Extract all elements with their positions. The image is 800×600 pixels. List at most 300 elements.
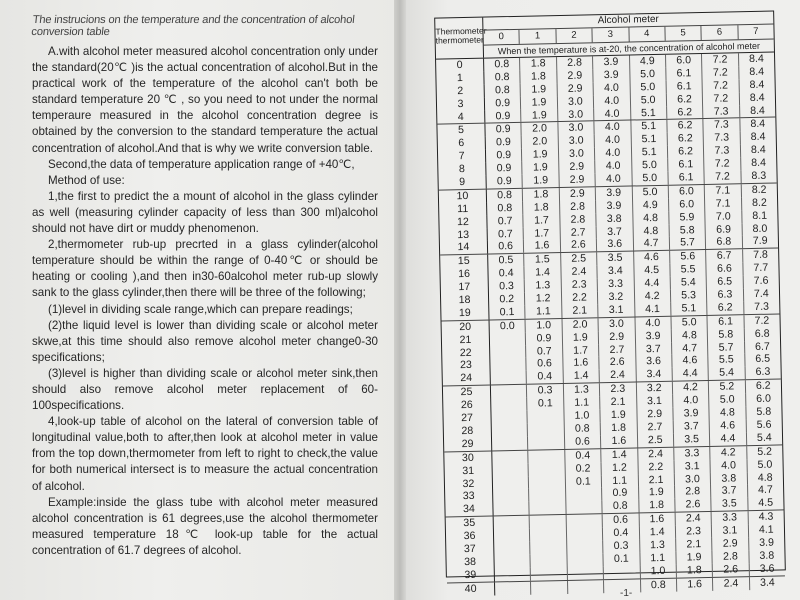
- value-cell: 0.4: [603, 526, 640, 540]
- temperature-cell: 13: [440, 228, 488, 242]
- value-cell: 3.7: [597, 225, 634, 239]
- temperature-cell: 7: [438, 150, 486, 164]
- temperature-cell: 27: [443, 412, 491, 426]
- table-note: When the temperature is at-20, the concentration of alcohol meter: [484, 39, 774, 59]
- value-cell: 4.7: [757, 484, 773, 497]
- value-cell: 7.3: [754, 300, 770, 313]
- value-cell: 1.6: [563, 357, 600, 371]
- temperature-cell: 34: [445, 503, 493, 517]
- value-cell: 8.3: [751, 169, 767, 183]
- column-number: 2: [556, 28, 593, 43]
- temperature-cell: 10: [439, 189, 487, 203]
- value-cell: 4.1: [758, 523, 774, 536]
- value-cell: 3.5: [712, 497, 749, 511]
- temperature-cell: 2: [437, 84, 485, 98]
- value-cell: 3.9: [593, 68, 630, 82]
- temperature-cell: 35: [446, 517, 494, 531]
- temperature-cell: 17: [441, 281, 489, 295]
- value-cell: 5.8: [756, 405, 772, 419]
- value-cell: 8.4: [750, 143, 766, 157]
- value-cell: [530, 515, 567, 529]
- value-cell: 3.0: [558, 122, 595, 136]
- value-cell: 2.7: [599, 343, 636, 357]
- value-cell: 3.0: [599, 317, 636, 331]
- value-cell: [531, 581, 568, 595]
- value-cell: 2.1: [600, 396, 637, 410]
- value-cell: 0.9: [486, 136, 523, 150]
- value-cell: 4.0: [595, 121, 632, 135]
- example-paragraph: Example:inside the glass tube with alcohol meter measured alcohol concentration is 61 degrees,use the alcohol thermometer measured temperature 18℃ look-up table for the actual concentration of 61.7 degrees of alcohol.: [32, 495, 378, 557]
- value-cell: 0.9: [485, 96, 522, 110]
- value-cell: 2.9: [559, 160, 596, 174]
- step-2-paragraph: 2,thermometer rub-up precrted in a glass cylinder(alcohol temperature should be within the range of 0-40℃ or should be heating or cooling ),and then in30-60alcohol meter rub-up slowly sank to the glass cylinder,then there will be three of the following;: [32, 238, 378, 300]
- value-cell: 1.3: [564, 383, 601, 397]
- value-cell: 5.1: [631, 106, 668, 120]
- value-cell: 4.2: [673, 381, 710, 395]
- value-cell: 3.4: [598, 265, 635, 279]
- temperature-cell: 24: [443, 372, 491, 386]
- value-cell: 0.0: [490, 320, 527, 334]
- temperature-cell: 18: [441, 294, 489, 308]
- value-cell: 1.4: [639, 526, 676, 540]
- value-cell: 7.6: [753, 274, 769, 288]
- value-cell: 4.8: [757, 471, 773, 484]
- value-cell: 4.8: [633, 211, 670, 225]
- value-cell: 3.0: [558, 108, 595, 122]
- value-cell: 1.8: [639, 499, 676, 513]
- value-cell: [494, 529, 531, 543]
- temperature-cell: 21: [442, 333, 490, 347]
- temperature-cell: 0: [436, 59, 484, 73]
- thermometer-header: Thermometer thermometer: [435, 18, 484, 59]
- value-cell: 2.9: [712, 537, 749, 551]
- value-cell: 3.9: [596, 186, 633, 200]
- value-cell: 1.1: [640, 552, 677, 566]
- value-cell: 5.0: [630, 68, 667, 82]
- column-number: 3: [593, 28, 630, 43]
- value-cell: 5.7: [708, 341, 745, 355]
- value-cell: 5.1: [631, 146, 668, 160]
- value-cell: 4.2: [634, 290, 671, 304]
- temperature-cell: 22: [442, 346, 490, 360]
- value-cell: 1.3: [525, 279, 562, 293]
- value-cell: 5.6: [670, 250, 707, 264]
- value-cell: 3.3: [712, 511, 749, 525]
- value-cell: 4.0: [595, 160, 632, 174]
- value-cell: 7.1: [705, 197, 742, 211]
- value-cell: [491, 385, 528, 399]
- value-cell: 2.7: [560, 226, 597, 240]
- value-cell: 1.9: [601, 409, 638, 423]
- value-cell: 2.2: [638, 460, 675, 474]
- value-cell: 1.1: [526, 305, 563, 319]
- value-cell: 4.0: [635, 317, 672, 331]
- value-cell: [492, 450, 529, 464]
- column-number: 0: [483, 30, 520, 45]
- value-cell: 7.3: [704, 132, 741, 146]
- value-cell: 3.1: [674, 460, 711, 474]
- value-cell: 8.4: [751, 156, 767, 170]
- value-cell: [494, 555, 531, 569]
- value-cell: 5.0: [632, 159, 669, 173]
- value-cell: 3.8: [759, 549, 775, 562]
- conversion-table: [434, 11, 786, 595]
- value-cell: [566, 514, 603, 528]
- value-cell: 7.2: [703, 92, 740, 106]
- value-cell: 0.9: [526, 332, 563, 346]
- value-cell: 1.8: [523, 201, 560, 215]
- value-cell: 0.4: [488, 267, 525, 281]
- value-cell: 5.1: [671, 302, 708, 316]
- value-cell: 3.4: [636, 368, 673, 382]
- value-cell: [491, 398, 528, 412]
- value-cell: 5.0: [630, 81, 667, 95]
- value-cell: 6.0: [666, 54, 703, 68]
- value-cell: 2.7: [637, 421, 674, 435]
- value-cell: 4.0: [595, 147, 632, 161]
- method-heading: Method of use:: [48, 173, 125, 187]
- value-cell: [531, 541, 568, 555]
- value-cell: 7.2: [705, 170, 742, 184]
- value-cell: 4.6: [710, 419, 747, 433]
- value-cell: 1.9: [676, 551, 713, 565]
- value-cell: 3.1: [637, 395, 674, 409]
- value-cell: [566, 488, 603, 502]
- value-cell: 2.3: [561, 278, 598, 292]
- value-cell: 7.2: [703, 79, 740, 93]
- value-cell: 4.8: [672, 329, 709, 343]
- value-cell: 8.4: [750, 131, 766, 144]
- value-cell: 6.2: [668, 145, 705, 159]
- value-cell: [529, 488, 566, 502]
- value-cell: [528, 436, 565, 450]
- intro-paragraph: A.with alcohol meter measured alcohol concentration only under the standard(20℃ )is the actual concentration of alcohol.But in the practical work of the temperature of the alcohol can't both be standard temperature 20 ℃ , so you need to not under the normal temperaure measured in the alcohol concentration degree is obtained by the conversion to the standard temperature the actual concentration of alcohol.And that is why we write conversion table.: [32, 45, 378, 155]
- value-cell: 0.3: [527, 384, 564, 398]
- value-cell: 1.6: [677, 578, 714, 592]
- temperature-cell: 4: [437, 110, 485, 124]
- value-cell: 6.5: [755, 353, 771, 366]
- value-cell: [529, 475, 566, 489]
- value-cell: 6.7: [706, 250, 743, 264]
- value-cell: 3.5: [597, 252, 634, 266]
- value-cell: 7.3: [704, 119, 741, 133]
- temperature-cell: 23: [442, 359, 490, 373]
- temperature-cell: 20: [442, 320, 490, 334]
- value-cell: 6.8: [754, 327, 770, 340]
- value-cell: 5.5: [670, 263, 707, 277]
- value-cell: 1.8: [520, 57, 557, 71]
- value-cell: [493, 489, 530, 503]
- value-cell: [567, 553, 604, 567]
- value-cell: 4.7: [633, 237, 670, 251]
- temperature-cell: 31: [445, 464, 493, 478]
- value-cell: 8.1: [752, 209, 768, 222]
- temperature-cell: 6: [438, 137, 486, 151]
- value-cell: 0.8: [564, 422, 601, 436]
- alcohol-meter-header: Alcohol meter: [597, 13, 659, 27]
- value-cell: [528, 410, 565, 424]
- temperature-cell: 14: [440, 241, 488, 255]
- value-cell: 0.9: [486, 175, 523, 189]
- value-cell: 0.7: [526, 345, 563, 359]
- value-cell: 0.6: [488, 240, 525, 254]
- value-cell: 2.4: [713, 577, 750, 591]
- value-cell: 5.1: [631, 120, 668, 134]
- value-cell: 2.9: [557, 69, 594, 83]
- value-cell: 5.2: [709, 380, 746, 394]
- value-cell: 6.2: [667, 119, 704, 133]
- value-cell: [530, 528, 567, 542]
- value-cell: 7.8: [753, 249, 769, 262]
- value-cell: 8.4: [749, 78, 765, 91]
- value-cell: 2.1: [638, 473, 675, 487]
- value-cell: 8.2: [751, 183, 767, 196]
- temperature-cell: 36: [446, 530, 494, 544]
- value-cell: 3.7: [636, 342, 673, 356]
- value-cell: 0.2: [565, 462, 602, 476]
- value-cell: [490, 332, 527, 346]
- value-cell: 2.9: [637, 408, 674, 422]
- value-cell: 0.4: [527, 370, 564, 384]
- value-cell: 6.6: [707, 262, 744, 276]
- column-number: 1: [520, 29, 557, 44]
- value-cell: 1.7: [524, 227, 561, 241]
- value-cell: [531, 567, 568, 581]
- value-cell: 1.6: [639, 513, 676, 527]
- value-cell: 3.9: [635, 329, 672, 343]
- value-cell: 2.0: [522, 135, 559, 149]
- value-cell: 0.9: [602, 487, 639, 501]
- value-cell: 4.1: [635, 303, 672, 317]
- value-cell: 4.6: [672, 354, 709, 368]
- value-cell: 2.6: [675, 498, 712, 512]
- value-cell: 2.4: [675, 512, 712, 526]
- value-cell: 7.2: [702, 53, 739, 67]
- temperature-cell: 26: [443, 399, 491, 413]
- value-cell: 2.8: [557, 56, 594, 70]
- value-cell: 0.1: [528, 397, 565, 411]
- value-cell: [568, 580, 605, 594]
- value-cell: 3.9: [596, 199, 633, 213]
- value-cell: 6.7: [754, 340, 770, 353]
- value-cell: 3.2: [598, 291, 635, 305]
- temperature-cell: 28: [444, 424, 492, 438]
- value-cell: 1.2: [525, 292, 562, 306]
- value-cell: 8.4: [750, 118, 766, 131]
- value-cell: 2.4: [638, 447, 675, 461]
- step-1-paragraph: 1,the first to predict the a mount of alcohol in the glass cylinder as well (measuring cylinder capacity of less than 300 ml)alcohol should not have dirt or muddy phenomenon.: [32, 189, 378, 236]
- case-2-paragraph: (2)the liquid level is lower than dividing scale or alcohol meter skwe,at this time should also remove alcohol meter change0-30 specifications;: [32, 318, 378, 364]
- value-cell: 2.6: [713, 563, 750, 577]
- value-cell: 6.1: [668, 158, 705, 172]
- value-cell: 3.6: [636, 355, 673, 369]
- value-cell: [528, 423, 565, 437]
- value-cell: 3.7: [711, 485, 748, 499]
- value-cell: 3.4: [759, 576, 775, 589]
- value-cell: 1.9: [563, 331, 600, 345]
- value-cell: 5.3: [671, 289, 708, 303]
- value-cell: 3.0: [558, 95, 595, 109]
- value-cell: 4.2: [710, 446, 747, 460]
- value-cell: 6.3: [707, 288, 744, 302]
- table-header: [435, 12, 774, 60]
- value-cell: 3.9: [673, 407, 710, 421]
- value-cell: 4.0: [711, 459, 748, 473]
- value-cell: 1.7: [524, 214, 561, 228]
- temperature-cell: 30: [444, 451, 492, 465]
- value-cell: 4.0: [595, 134, 632, 148]
- value-cell: 7.4: [753, 287, 769, 301]
- value-cell: 7.3: [703, 105, 740, 119]
- value-cell: 0.8: [487, 202, 524, 216]
- value-cell: 1.8: [601, 421, 638, 435]
- value-cell: 1.9: [521, 109, 558, 123]
- temperature-cell: 37: [446, 542, 494, 556]
- value-cell: 2.8: [560, 213, 597, 227]
- value-cell: 0.8: [485, 84, 522, 98]
- value-cell: 2.8: [560, 200, 597, 214]
- table-body: [436, 53, 785, 596]
- value-cell: 5.6: [756, 418, 772, 431]
- value-cell: 1.9: [523, 161, 560, 175]
- value-cell: 6.2: [707, 301, 744, 315]
- value-cell: 4.0: [596, 173, 633, 187]
- value-cell: 4.5: [758, 496, 774, 510]
- value-cell: 6.5: [707, 275, 744, 289]
- value-cell: 0.9: [485, 109, 522, 123]
- value-cell: 7.9: [752, 235, 768, 248]
- value-cell: 0.7: [487, 214, 524, 228]
- value-cell: 5.1: [631, 133, 668, 147]
- value-cell: [567, 527, 604, 541]
- value-cell: 1.0: [564, 409, 601, 423]
- value-cell: 5.8: [669, 224, 706, 238]
- value-cell: 0.9: [485, 123, 522, 137]
- temperature-cell: 1: [436, 71, 484, 85]
- value-cell: [529, 463, 566, 477]
- value-cell: 4.8: [710, 406, 747, 420]
- book-gutter: [394, 0, 406, 600]
- value-cell: 3.6: [759, 562, 775, 575]
- value-cell: 4.4: [710, 432, 747, 446]
- value-cell: 0.8: [602, 500, 639, 514]
- value-cell: [493, 502, 530, 516]
- value-cell: 0.8: [487, 189, 524, 203]
- value-cell: 8.4: [749, 65, 765, 78]
- value-cell: 0.4: [565, 449, 602, 463]
- value-cell: 0.1: [604, 552, 641, 566]
- value-cell: 3.9: [759, 536, 775, 549]
- value-cell: 7.1: [705, 184, 742, 198]
- value-cell: 6.3: [755, 366, 771, 379]
- value-cell: 7.3: [704, 144, 741, 158]
- value-cell: 8.4: [749, 91, 765, 104]
- value-cell: 4.0: [594, 94, 631, 108]
- value-cell: 1.1: [602, 474, 639, 488]
- value-cell: [493, 476, 530, 490]
- value-cell: 6.1: [708, 315, 745, 329]
- temperature-cell: 3: [437, 97, 485, 111]
- value-cell: 3.9: [593, 56, 630, 70]
- value-cell: 2.6: [599, 356, 636, 370]
- value-cell: 2.5: [637, 434, 674, 448]
- value-cell: 1.5: [525, 253, 562, 267]
- value-cell: 0.8: [640, 578, 677, 592]
- value-cell: 4.4: [634, 277, 671, 291]
- value-cell: 6.0: [669, 198, 706, 212]
- value-cell: 0.1: [489, 306, 526, 320]
- temperature-cell: 19: [441, 306, 489, 320]
- temperature-cell: 12: [439, 215, 487, 229]
- value-cell: [495, 567, 532, 581]
- value-cell: 3.1: [598, 303, 635, 317]
- value-cell: 2.8: [675, 485, 712, 499]
- value-cell: 2.1: [676, 538, 713, 552]
- value-cell: 2.0: [522, 123, 559, 137]
- value-cell: 8.4: [748, 52, 764, 66]
- document-title: The instrucions on the temperature and the concentration of alcohol conversion table: [30, 14, 356, 38]
- value-cell: 1.8: [677, 564, 714, 578]
- value-cell: 8.4: [750, 104, 765, 117]
- value-cell: 6.1: [666, 67, 703, 81]
- value-cell: 3.0: [558, 135, 595, 149]
- value-cell: 7.0: [706, 210, 743, 224]
- value-cell: 2.4: [561, 266, 598, 280]
- value-cell: 1.4: [525, 266, 562, 280]
- value-cell: 1.9: [522, 148, 559, 162]
- temperature-cell: 5: [437, 124, 485, 138]
- value-cell: 5.0: [757, 458, 773, 471]
- value-cell: 6.9: [706, 223, 743, 237]
- value-cell: 6.1: [668, 171, 705, 185]
- value-cell: 6.1: [666, 80, 703, 94]
- value-cell: 1.6: [524, 239, 561, 253]
- value-cell: 5.4: [671, 276, 708, 290]
- value-cell: 3.0: [675, 472, 712, 486]
- value-cell: 5.0: [671, 316, 708, 330]
- value-cell: 1.3: [640, 539, 677, 553]
- value-cell: 5.0: [632, 172, 669, 186]
- temperature-cell: 15: [440, 255, 488, 269]
- value-cell: [491, 371, 528, 385]
- value-cell: 6.0: [756, 392, 772, 406]
- value-cell: [529, 450, 566, 464]
- value-cell: [530, 501, 567, 515]
- value-cell: 7.2: [704, 157, 741, 171]
- value-cell: [492, 424, 529, 438]
- value-cell: 1.1: [564, 396, 601, 410]
- value-cell: 4.3: [758, 510, 774, 524]
- temperature-cell: 11: [439, 202, 487, 216]
- value-cell: 1.8: [521, 70, 558, 84]
- value-cell: [566, 500, 603, 514]
- temperature-cell: 29: [444, 437, 492, 451]
- value-cell: 1.4: [563, 370, 600, 384]
- value-cell: 5.8: [708, 328, 745, 342]
- value-cell: [604, 565, 641, 579]
- column-number: 4: [629, 27, 666, 42]
- value-cell: 2.9: [599, 330, 636, 344]
- value-cell: 2.6: [561, 239, 598, 253]
- value-cell: [494, 516, 531, 530]
- value-cell: 2.9: [559, 173, 596, 187]
- value-cell: 5.4: [756, 431, 772, 444]
- value-cell: 2.8: [713, 550, 750, 564]
- value-cell: 1.9: [523, 174, 560, 188]
- value-cell: 3.5: [674, 433, 711, 447]
- value-cell: 6.2: [667, 93, 704, 107]
- temperature-range-paragraph: Second,the data of temperature application range of +40℃,: [48, 157, 355, 171]
